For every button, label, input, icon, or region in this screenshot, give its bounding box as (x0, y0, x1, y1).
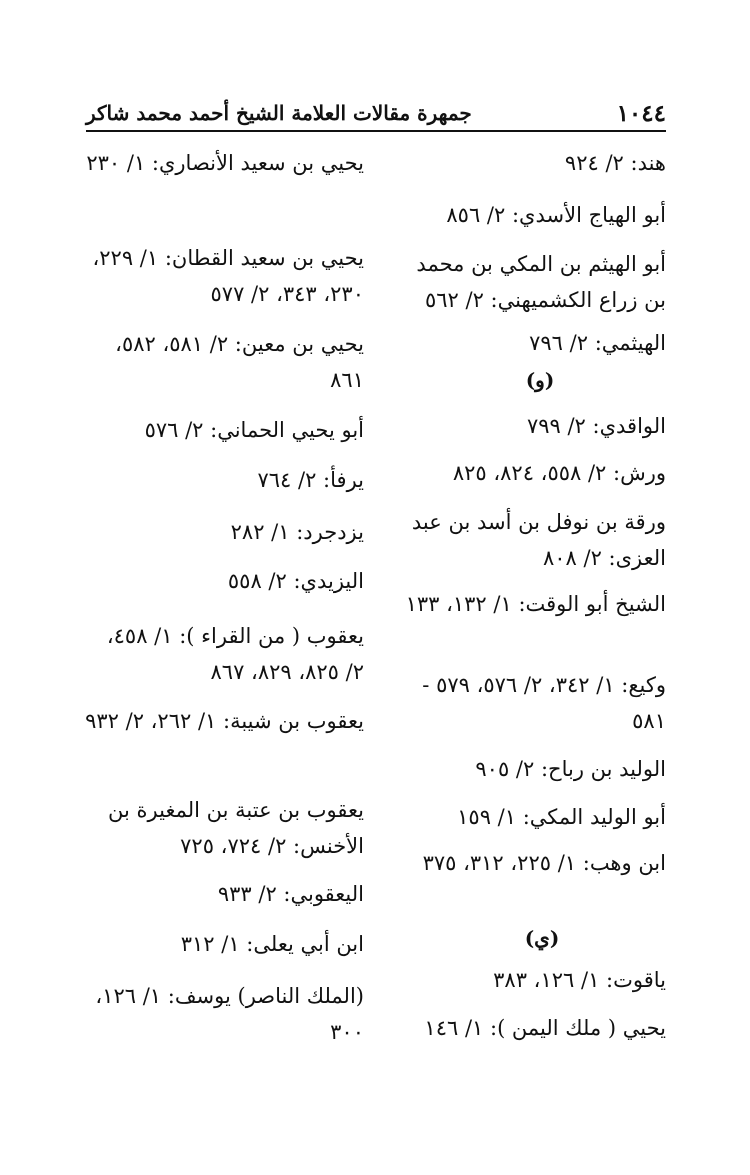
index-entry: الوليد بن رباح: ٢/ ٩٠٥ (475, 757, 666, 781)
index-entry: ورش: ٢/ ٥٥٨، ٨٢٤، ٨٢٥ (452, 461, 666, 485)
index-entry: يزدجرد: ١/ ٢٨٢ (230, 520, 364, 544)
index-entry: يعقوب ( من القراء ): ١/ ٤٥٨، ٢/ ٨٢٥، ٨٢٩، ٨٦٧ (106, 624, 364, 684)
index-entry: أبو الوليد المكي: ١/ ١٥٩ (457, 805, 666, 829)
index-entry: هند: ٢/ ٩٢٤ (564, 151, 666, 175)
index-entry: يعقوب بن عتبة بن المغيرة بن الأخنس: ٢/ ٧٢٤، ٧٢٥ (108, 798, 364, 858)
index-entry: يعقوب بن شيبة: ١/ ٢٦٢، ٢/ ٩٣٢ (85, 709, 364, 733)
index-entry: يحيي ( ملك اليمن ): ١/ ١٤٦ (424, 1016, 666, 1040)
index-entry: اليزيدي: ٢/ ٥٥٨ (227, 569, 364, 593)
index-column-left (82, 0, 364, 1175)
index-entry: الواقدي: ٢/ ٧٩٩ (526, 414, 666, 438)
index-entry: يحيي بن معين: ٢/ ٥٨١، ٥٨٢، ٨٦١ (115, 332, 364, 392)
index-entry: أبو الهيثم بن المكي بن محمد بن زراع الكشميهني: ٢/ ٥٦٢ (416, 252, 666, 312)
index-entry: ورقة بن نوفل بن أسد بن عبد العزى: ٢/ ٨٠٨ (411, 510, 666, 570)
index-column-right (398, 0, 666, 1175)
index-entry: أبو يحيي الحماني: ٢/ ٥٧٦ (144, 418, 364, 442)
index-entry: ابن أبي يعلى: ١/ ٣١٢ (180, 932, 364, 956)
index-entry: الشيخ أبو الوقت: ١/ ١٣٢، ١٣٣ (405, 592, 666, 616)
index-entry: ابن وهب: ١/ ٢٢٥، ٣١٢، ٣٧٥ (422, 851, 666, 875)
running-title: جمهرة مقالات العلامة الشيخ أحمد محمد شاكر (86, 101, 472, 125)
index-entry: يحيي بن سعيد القطان: ١/ ٢٢٩، ٢٣٠، ٣٤٣، ٢/ ٥٧٧ (92, 246, 364, 306)
index-entry: وكيع: ١/ ٣٤٢، ٢/ ٥٧٦، ٥٧٩ - ٥٨١ (422, 673, 666, 733)
index-entry: ياقوت: ١/ ١٢٦، ٣٨٣ (493, 968, 666, 992)
index-entry: (الملك الناصر) يوسف: ١/ ١٢٦، ٣٠٠ (95, 984, 364, 1044)
index-entry: يحيي بن سعيد الأنصاري: ١/ ٢٣٠ (86, 151, 364, 175)
page-number: ١٠٤٤ (616, 99, 666, 127)
index-entry: اليعقوبي: ٢/ ٩٣٣ (217, 882, 364, 906)
section-letter-waw: (و) (525, 368, 555, 392)
index-entry: يرفأ: ٢/ ٧٦٤ (257, 468, 364, 492)
index-entry: أبو الهياج الأسدي: ٢/ ٨٥٦ (446, 203, 666, 227)
section-letter-ya: (ي) (524, 926, 560, 950)
index-entry: الهيثمي: ٢/ ٧٩٦ (529, 331, 666, 355)
